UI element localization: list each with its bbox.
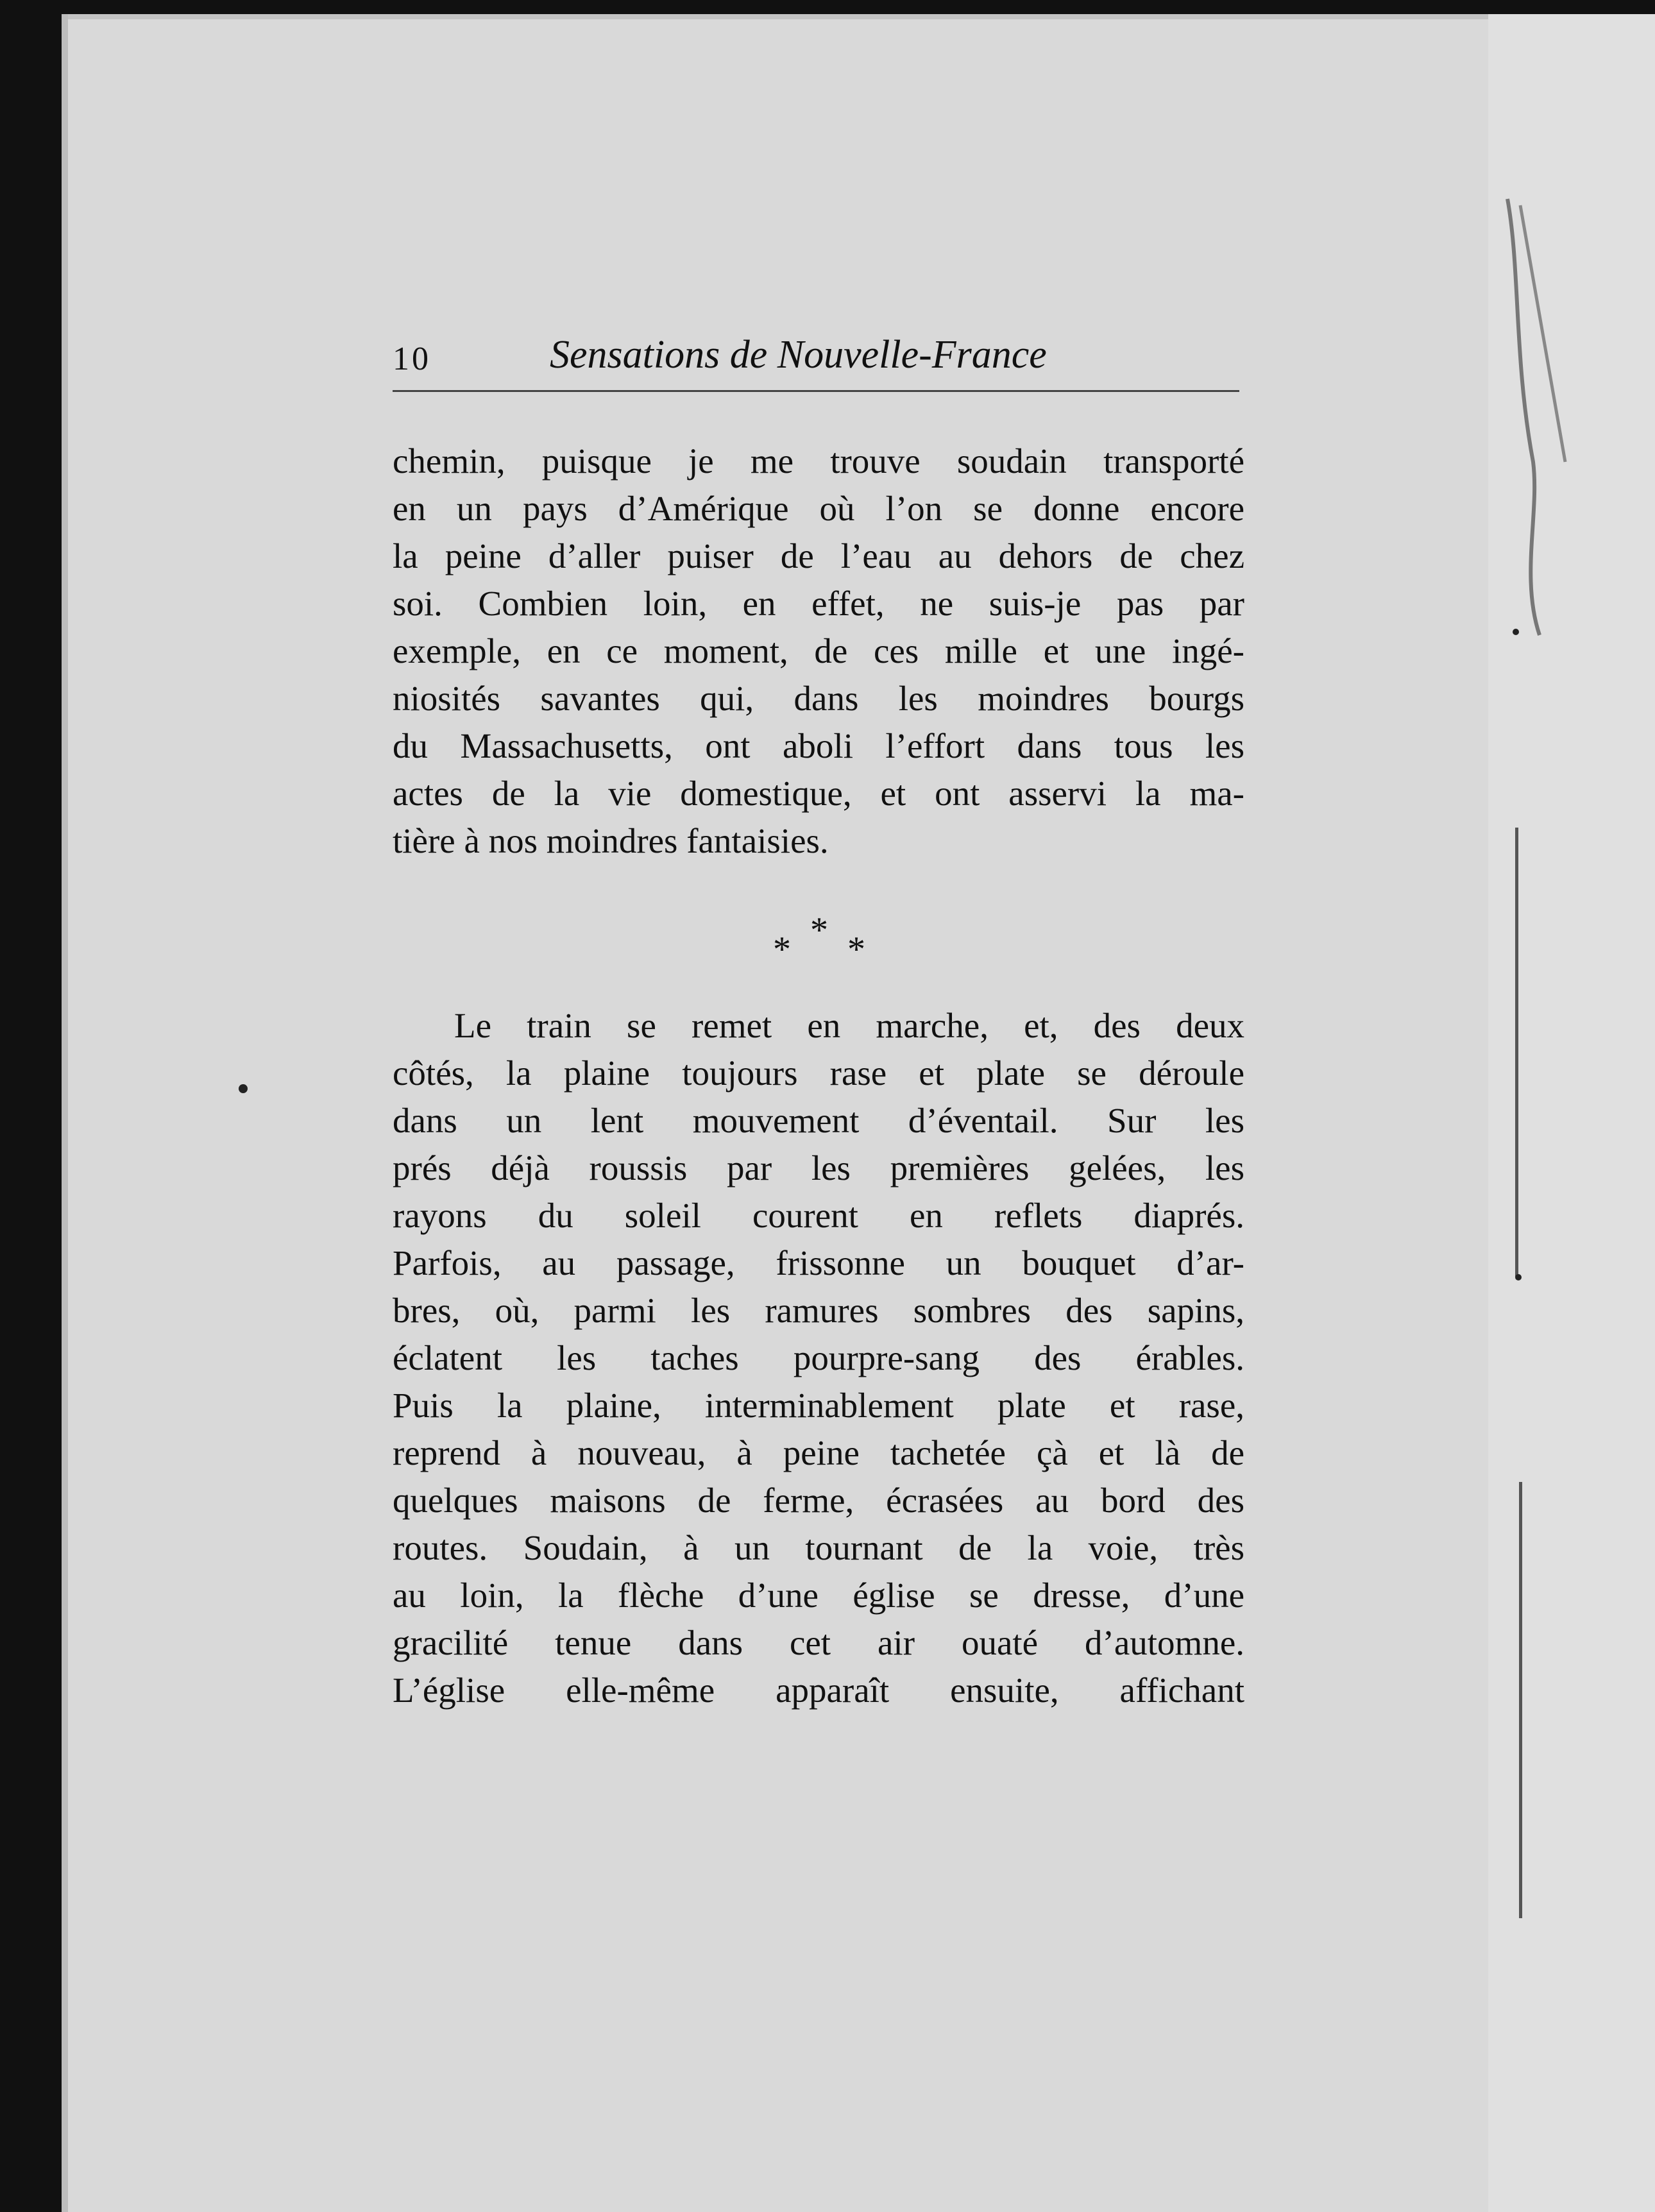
paragraph-2 — [393, 1002, 1244, 1714]
text-line: rayons du soleil courent en reflets diaprés. — [393, 1196, 1244, 1235]
text-line: L’église elle-même apparaît ensuite, affichant — [393, 1671, 1244, 1710]
text-line: en un pays d’Amérique où l’on se donne encore — [393, 489, 1244, 528]
text-line: éclatent les taches pourpre-sang des érables. — [393, 1338, 1244, 1377]
fold-stitch-lower — [1519, 1482, 1522, 1918]
paragraph-1 — [393, 438, 1244, 865]
text-line: gracilité tenue dans cet air ouaté d’automne. — [393, 1623, 1244, 1662]
string-crease — [1495, 192, 1572, 642]
ink-speck — [1513, 629, 1519, 635]
text-line: côtés, la plaine toujours rase et plate se déroule — [393, 1053, 1244, 1093]
text-line: soi. Combien loin, en effet, ne suis-je pas par — [393, 584, 1244, 623]
text-line: la peine d’aller puiser de l’eau au dehors de chez — [393, 536, 1244, 575]
asterisk: * — [847, 930, 865, 969]
running-head — [393, 332, 1239, 392]
page-left-edge — [62, 14, 68, 2212]
running-title: Sensations de Nouvelle-France — [550, 333, 1047, 377]
text-line: Puis la plaine, interminablement plate et rase, — [393, 1386, 1244, 1425]
text-line: dans un lent mouvement d’éventail. Sur les — [393, 1101, 1244, 1140]
text-line: niosités savantes qui, dans les moindres bourgs — [393, 679, 1244, 718]
section-break-asterism — [773, 910, 869, 967]
text-line: chemin, puisque je me trouve soudain transporté — [393, 441, 1244, 481]
asterisk: * — [810, 910, 828, 950]
page-top-edge — [62, 14, 1655, 19]
text-line: routes. Soudain, à un tournant de la voie, très — [393, 1528, 1244, 1567]
page-number: 10 — [393, 341, 431, 377]
text-line: exemple, en ce moment, de ces mille et une ingé- — [393, 631, 1244, 670]
ink-speck — [239, 1084, 248, 1093]
text-line: actes de la vie domestique, et ont asservi la ma- — [393, 774, 1244, 813]
ink-speck — [1515, 1274, 1522, 1280]
text-line: tière à nos moindres fantaisies. — [393, 821, 829, 860]
text-line: Parfois, au passage, frissonne un bouquet d’ar- — [393, 1243, 1244, 1282]
text-line: prés déjà roussis par les premières gelées, les — [393, 1148, 1244, 1187]
fold-stitch-upper — [1515, 828, 1518, 1277]
asterisk: * — [773, 930, 791, 969]
text-line: reprend à nouveau, à peine tachetée çà et là de — [393, 1433, 1244, 1472]
text-line: au loin, la flèche d’une église se dresse, d’une — [393, 1576, 1244, 1615]
text-line: du Massachusetts, ont aboli l’effort dans tous les — [393, 726, 1244, 765]
text-line: quelques maisons de ferme, écrasées au bord des — [393, 1481, 1244, 1520]
text-line: Le train se remet en marche, et, des deux — [454, 1006, 1244, 1045]
text-line: bres, où, parmi les ramures sombres des sapins, — [393, 1291, 1244, 1330]
